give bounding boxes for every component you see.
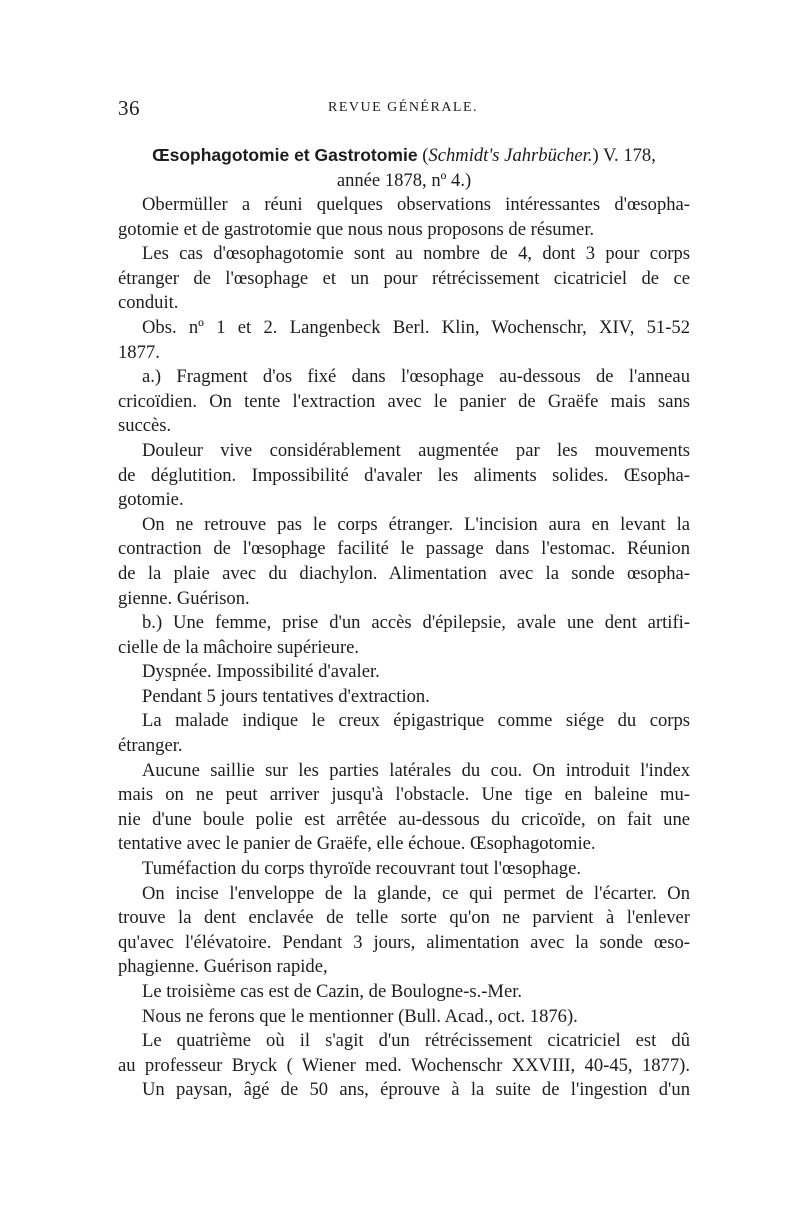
text-line: Pendant 5 jours tentatives d'extraction. [142, 685, 430, 707]
title-source-italic: Schmidt's Jahrbücher. [428, 145, 593, 166]
text-line: phagienne. Guérison rapide, [118, 956, 328, 978]
text-line: Le quatrième où il s'agit d'un rétrécissement cicatriciel est dû [142, 1030, 690, 1052]
text-line: de la plaie avec du diachylon. Alimentation avec la sonde œsopha- [118, 562, 690, 584]
text-line: étranger. [118, 735, 183, 757]
text-line: Un paysan, âgé de 50 ans, éprouve à la suite de l'ingestion d'un [142, 1079, 690, 1101]
text-line: On ne retrouve pas le corps étranger. L'incision aura en levant la [142, 513, 690, 535]
text-line: a.) Fragment d'os fixé dans l'œsophage au-dessous de l'anneau [142, 366, 690, 388]
page-body [118, 143, 690, 1103]
text-line: Les cas d'œsophagotomie sont au nombre de 4, dont 3 pour corps [142, 243, 690, 265]
text-line: Tuméfaction du corps thyroïde recouvrant tout l'œsophage. [142, 858, 582, 880]
title-rest: ) V. 178, [592, 145, 656, 166]
text-line: succès. [118, 415, 172, 437]
text-line: gienne. Guérison. [118, 587, 250, 609]
running-head: REVUE GÉNÉRALE. [328, 100, 479, 115]
text-line: nie d'une boule polie est arrêtée au-dessous du cricoïde, on fait une [118, 808, 690, 830]
text-line: On incise l'enveloppe de la glande, ce qui permet de l'écarter. On [142, 882, 690, 904]
text-line: cricoïdien. On tente l'extraction avec le panier de Graëfe mais sans [118, 390, 690, 412]
text-line: cielle de la mâchoire supérieure. [118, 636, 360, 658]
page-header [118, 96, 688, 120]
text-line: contraction de l'œsophage facilité le passage dans l'estomac. Réunion [118, 538, 690, 560]
text-line: Obs. nº 1 et 2. Langenbeck Berl. Klin, Wochenschr, XIV, 51-52 [142, 316, 690, 338]
text-line: Aucune saillie sur les parties latérales du cou. On introduit l'index [142, 759, 690, 781]
text-line: trouve la dent enclavée de telle sorte qu'on ne parvient à l'enlever [118, 907, 690, 929]
text-line: conduit. [118, 292, 179, 314]
title-line-1 [118, 143, 690, 168]
text-line: 1877. [118, 341, 160, 363]
title-bold: Œsophagotomie et Gastrotomie [152, 145, 418, 165]
text-line: gotomie. [118, 489, 184, 511]
text-line: étranger de l'œsophage et un pour rétrécissement cicatriciel de ce [118, 267, 690, 289]
text-line: Nous ne ferons que le mentionner (Bull. Acad., oct. 1876). [142, 1005, 578, 1027]
text-line: b.) Une femme, prise d'un accès d'épilepsie, avale une dent artifi- [142, 612, 690, 634]
text-line: gotomie et de gastrotomie que nous nous proposons de résumer. [118, 218, 595, 240]
page-number: 36 [118, 96, 140, 120]
text-line: La malade indique le creux épigastrique comme siége du corps [142, 710, 690, 732]
text-line: de déglutition. Impossibilité d'avaler les aliments solides. Œsopha- [118, 464, 690, 486]
text-line: qu'avec l'élévatoire. Pendant 3 jours, alimentation avec la sonde œso- [118, 931, 690, 953]
text-block [118, 193, 690, 1103]
text-line: tentative avec le panier de Graëfe, elle échoue. Œsophagotomie. [118, 833, 596, 855]
title-paren-open: ( [417, 145, 429, 166]
article-title [118, 143, 690, 193]
text-line: Douleur vive considérablement augmentée par les mouvements [142, 439, 690, 461]
title-line-2: année 1878, nº 4.) [336, 170, 472, 191]
text-line: Le troisième cas est de Cazin, de Boulogne-s.-Mer. [142, 981, 523, 1002]
text-line: mais on ne peut arriver jusqu'à l'obstacle. Une tige en baleine mu- [118, 784, 690, 806]
text-line: au professeur Bryck ( Wiener med. Wochenschr XXVIII, 40-45, 1877). [118, 1054, 690, 1076]
text-line: Dyspnée. Impossibilité d'avaler. [142, 661, 380, 683]
text-line: Obermüller a réuni quelques observations intéressantes d'œsopha- [142, 194, 690, 215]
